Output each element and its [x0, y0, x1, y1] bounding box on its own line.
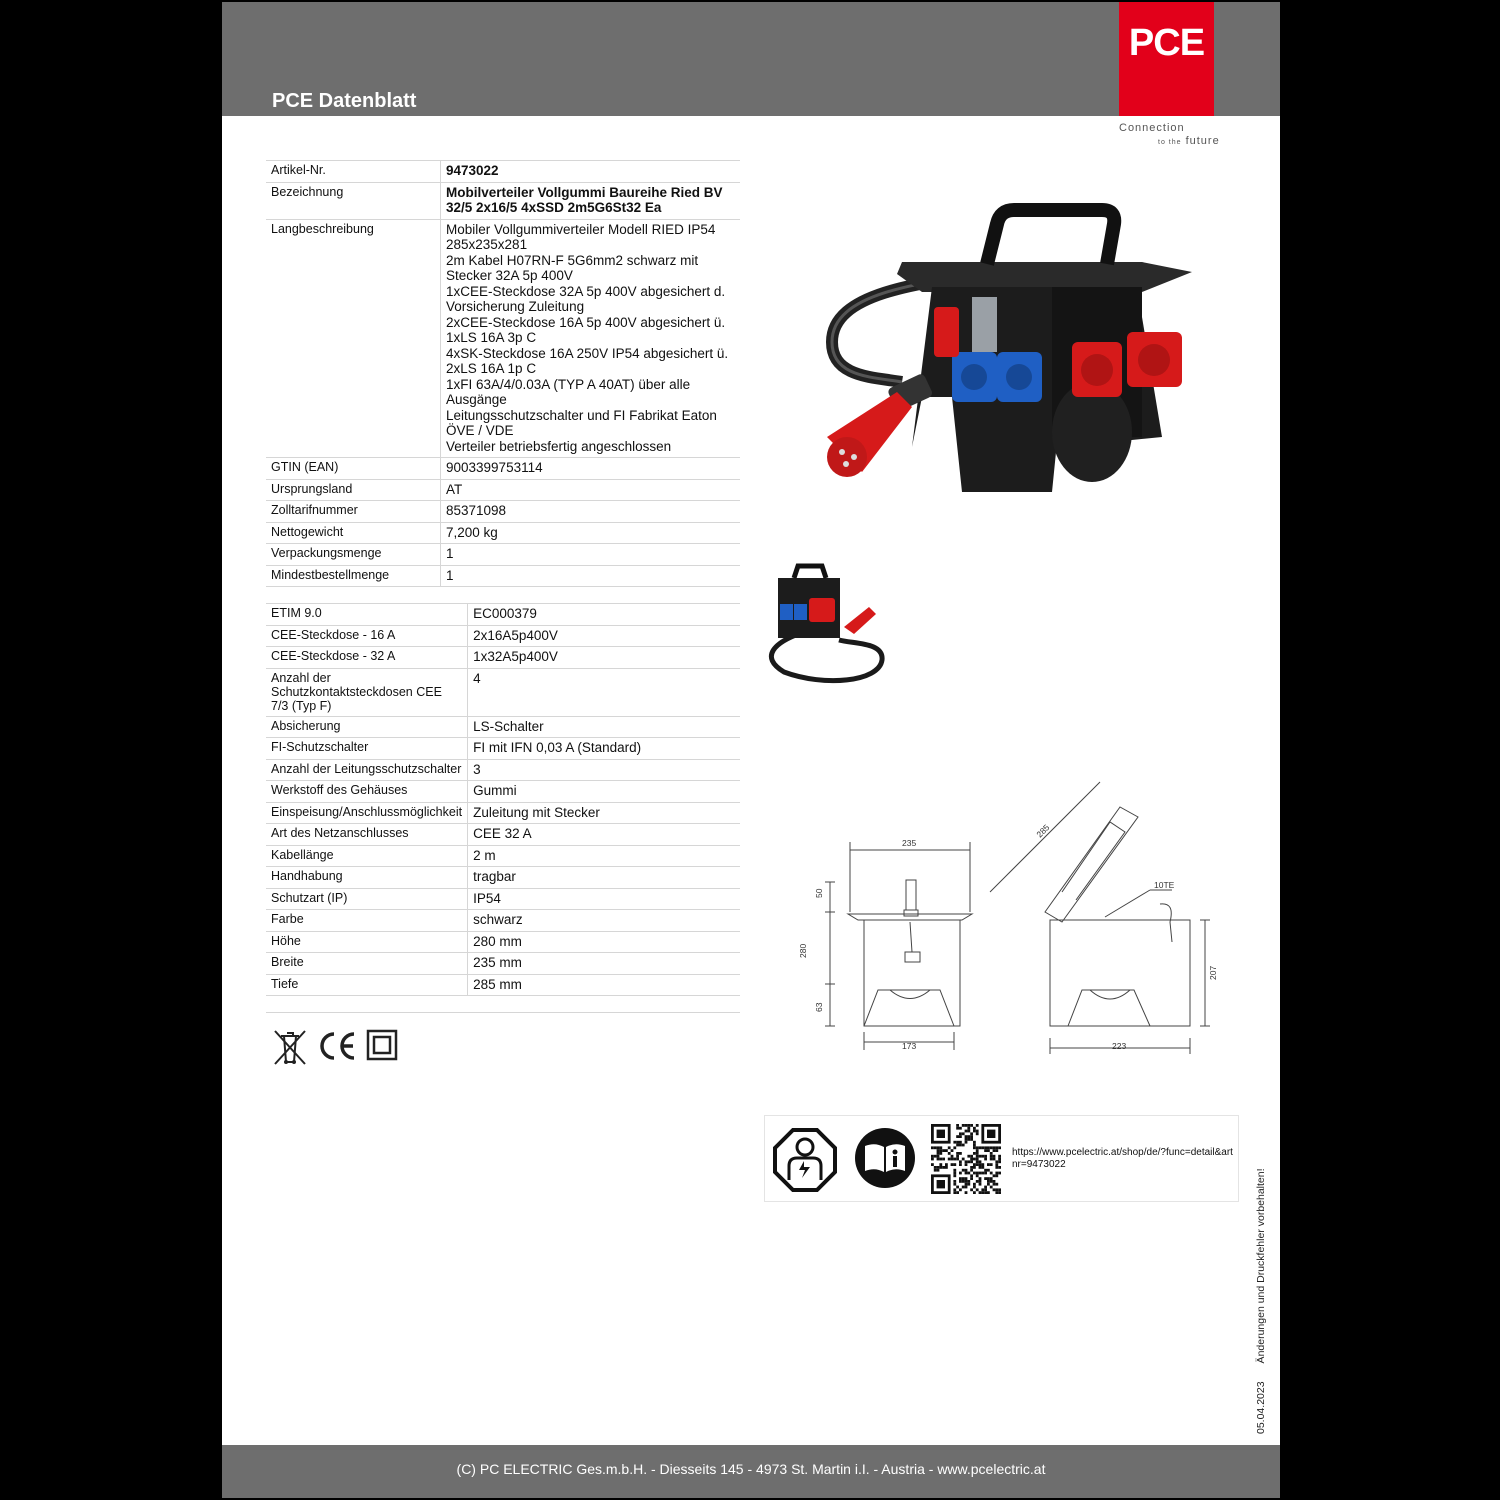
- spec-value: 1: [441, 544, 741, 566]
- dim-side-height: 207: [1208, 965, 1218, 980]
- spec-row: [266, 161, 740, 183]
- description-line: 1xCEE-Steckdose 32A 5p 400V abgesichert d. Vorsicherung Zuleitung: [446, 283, 726, 314]
- side-date: 05.04.2023: [1255, 1381, 1267, 1434]
- spec-value: 285 mm: [468, 974, 740, 996]
- spec-label: Mindestbestellmenge: [266, 565, 441, 587]
- spec-label: Art des Netzanschlusses: [266, 824, 468, 846]
- spec-label: Kabellänge: [266, 845, 468, 867]
- spec-label: Einspeisung/Anschlussmöglichkeit: [266, 802, 468, 824]
- table-divider: [266, 1012, 740, 1013]
- spec-label: Breite: [266, 953, 468, 975]
- spec-label: Verpackungsmenge: [266, 544, 441, 566]
- product-image-small: [764, 562, 894, 692]
- spec-label: Anzahl der Leitungsschutzschalter: [266, 759, 468, 781]
- spec-label: Langbeschreibung: [266, 219, 441, 458]
- spec-label: ETIM 9.0: [266, 604, 468, 626]
- spec-label: CEE-Steckdose - 32 A: [266, 647, 468, 669]
- description-line: Mobiler Vollgummiverteiler Modell RIED IP54: [446, 221, 716, 237]
- pce-logo: [1119, 2, 1214, 116]
- dim-foot: 63: [814, 1002, 824, 1012]
- page-title: PCE Datenblatt: [272, 90, 417, 112]
- spec-label: CEE-Steckdose - 16 A: [266, 625, 468, 647]
- spec-row: [266, 647, 740, 669]
- spec-row: [266, 458, 740, 480]
- spec-row: [266, 824, 740, 846]
- spec-row: [266, 479, 740, 501]
- description-line: 2xCEE-Steckdose 16A 5p 400V abgesichert ü. 1xLS 16A 3p C: [446, 314, 726, 345]
- footer-text: (C) PC ELECTRIC Ges.m.b.H. - Diesseits 145 - 4973 St. Martin i.I. - Austria - www.pcelectric.at: [456, 1461, 1046, 1477]
- product-url[interactable]: https://www.pcelectric.at/shop/de/?func=detail&artnr=9473022: [1012, 1147, 1233, 1170]
- description-line: 2m Kabel H07RN-F 5G6mm2 schwarz mit Stecker 32A 5p 400V: [446, 252, 699, 283]
- spec-value: 4: [468, 668, 740, 716]
- spec-label: Handhabung: [266, 867, 468, 889]
- description-line: 1xFI 63A/4/0.03A (TYP A 40AT) über alle Ausgänge: [446, 376, 691, 407]
- spec-table-etim: [266, 603, 740, 996]
- spec-label: FI-Schutzschalter: [266, 738, 468, 760]
- spec-value: LS-Schalter: [468, 716, 740, 738]
- spec-value: 2 m: [468, 845, 740, 867]
- dim-top: 50: [814, 888, 824, 898]
- spec-value: 1: [441, 565, 741, 587]
- dim-height: 280: [798, 943, 808, 958]
- spec-value: IP54: [468, 888, 740, 910]
- read-manual-icon: [853, 1126, 917, 1190]
- spec-label: Ursprungsland: [266, 479, 441, 501]
- spec-label: Werkstoff des Gehäuses: [266, 781, 468, 803]
- ce-mark-icon: [316, 1028, 358, 1064]
- product-image-main: [802, 202, 1202, 502]
- spec-row: [266, 781, 740, 803]
- spec-row: [266, 953, 740, 975]
- spec-label: GTIN (EAN): [266, 458, 441, 480]
- spec-row: [266, 219, 740, 458]
- spec-row: [266, 501, 740, 523]
- spec-label: Tiefe: [266, 974, 468, 996]
- dim-angle: 10TE: [1154, 880, 1175, 890]
- spec-row: [266, 544, 740, 566]
- logo-text: PCE: [1128, 22, 1205, 64]
- spec-label: Absicherung: [266, 716, 468, 738]
- spec-label: Höhe: [266, 931, 468, 953]
- spec-row: [266, 738, 740, 760]
- spec-row: [266, 867, 740, 889]
- spec-row: [266, 182, 740, 219]
- spec-value: 3: [468, 759, 740, 781]
- description-line: 285x235x281: [446, 237, 528, 252]
- dim-side-base: 223: [1112, 1041, 1127, 1051]
- spec-value: Gummi: [468, 781, 740, 803]
- spec-value: 1x32A5p400V: [468, 647, 740, 669]
- spec-row: [266, 931, 740, 953]
- spec-row: [266, 565, 740, 587]
- header-bar: [222, 2, 1280, 116]
- spec-row: [266, 716, 740, 738]
- spec-value: schwarz: [468, 910, 740, 932]
- spec-value: 280 mm: [468, 931, 740, 953]
- spec-value: Zuleitung mit Stecker: [468, 802, 740, 824]
- footer-bar: [222, 1445, 1280, 1498]
- technical-drawing: [800, 772, 1220, 1062]
- spec-value: EC000379: [468, 604, 740, 626]
- qualified-electrician-icon: [773, 1128, 837, 1192]
- description-line: 4xSK-Steckdose 16A 250V IP54 abgesichert ü. 2xLS 16A 1p C: [446, 345, 729, 376]
- side-text: Änderungen und Druckfehler vorbehalten!: [1255, 1168, 1267, 1364]
- spec-value: FI mit IFN 0,03 A (Standard): [468, 738, 740, 760]
- spec-value: 9003399753114: [441, 458, 741, 480]
- spec-row: [266, 845, 740, 867]
- spec-row: [266, 759, 740, 781]
- datasheet-page: [222, 2, 1280, 1498]
- spec-row: [266, 910, 740, 932]
- tagline-future: to the future: [1158, 135, 1220, 147]
- spec-value: 9473022: [441, 161, 741, 183]
- spec-value: Mobilverteiler Vollgummi Baureihe Ried BV 32/5 2x16/5 4xSSD 2m5G6St32 Ea: [441, 182, 741, 219]
- spec-label: Schutzart (IP): [266, 888, 468, 910]
- spec-value: 85371098: [441, 501, 741, 523]
- weee-bin-icon: [272, 1028, 308, 1066]
- spec-label: Bezeichnung: [266, 182, 441, 219]
- qr-code-icon[interactable]: [931, 1124, 1001, 1194]
- spec-value: 235 mm: [468, 953, 740, 975]
- spec-table-main: [266, 160, 740, 587]
- spec-row: [266, 802, 740, 824]
- side-note: [1255, 1150, 1267, 1434]
- dim-base: 173: [902, 1041, 917, 1051]
- spec-row: [266, 888, 740, 910]
- description-line: Leitungsschutzschalter und FI Fabrikat Eaton ÖVE / VDE: [446, 407, 717, 438]
- description-line: Verteiler betriebsfertig angeschlossen: [446, 438, 672, 454]
- spec-row: [266, 625, 740, 647]
- spec-row: [266, 668, 740, 716]
- spec-row: [266, 974, 740, 996]
- spec-value: [441, 219, 741, 458]
- spec-label: Zolltarifnummer: [266, 501, 441, 523]
- spec-row: [266, 604, 740, 626]
- spec-value: 7,200 kg: [441, 522, 741, 544]
- dim-depth: 285: [1034, 822, 1052, 840]
- spec-label: Artikel-Nr.: [266, 161, 441, 183]
- spec-value: CEE 32 A: [468, 824, 740, 846]
- protection-class-2-icon: [366, 1028, 398, 1062]
- spec-label: Farbe: [266, 910, 468, 932]
- spec-value: tragbar: [468, 867, 740, 889]
- dim-width: 235: [902, 838, 917, 848]
- info-box: [764, 1115, 1239, 1202]
- spec-value: AT: [441, 479, 741, 501]
- tagline-connection: Connection: [1119, 122, 1185, 134]
- spec-row: [266, 522, 740, 544]
- spec-label: Anzahl der Schutzkontaktsteckdosen CEE 7/3 (Typ F): [266, 668, 468, 716]
- spec-value: 2x16A5p400V: [468, 625, 740, 647]
- spec-label: Nettogewicht: [266, 522, 441, 544]
